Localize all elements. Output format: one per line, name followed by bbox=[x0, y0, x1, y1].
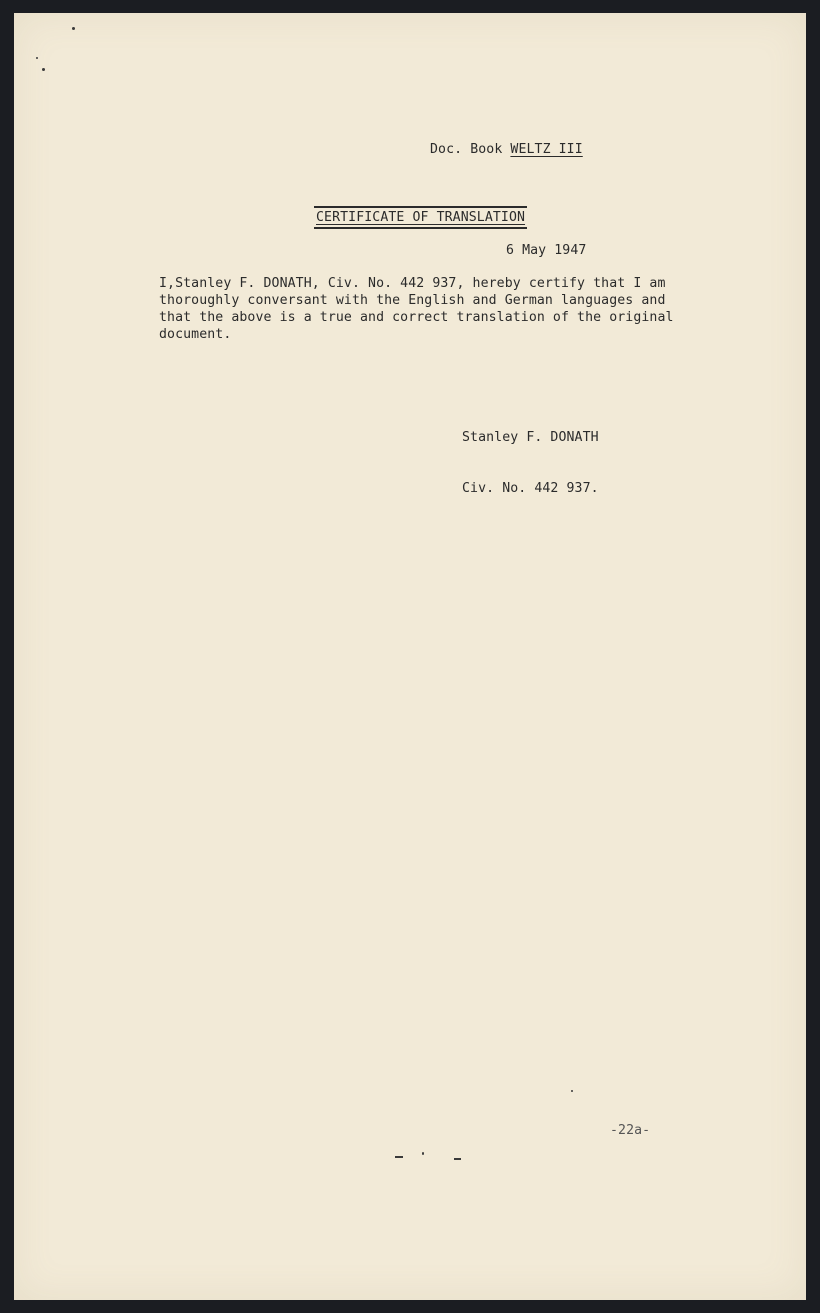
body-line: thoroughly conversant with the English and German languages and bbox=[159, 293, 666, 308]
signer-civ-number: Civ. No. 442 937. bbox=[462, 481, 599, 496]
page-number: -22a- bbox=[610, 1123, 651, 1138]
paper-speck bbox=[36, 57, 38, 59]
doc-ref-prefix: Doc. Book bbox=[430, 142, 511, 157]
signature-block bbox=[462, 395, 599, 531]
body-line: that the above is a true and correct translation of the original bbox=[159, 310, 674, 325]
document-reference bbox=[430, 141, 583, 158]
paper-speck bbox=[42, 68, 45, 71]
paper-speck bbox=[72, 27, 75, 30]
body-line: I,Stanley F. DONATH, Civ. No. 442 937, hereby certify that I am bbox=[159, 276, 666, 291]
paper-speck bbox=[571, 1090, 573, 1092]
certificate-body bbox=[159, 275, 699, 343]
paper-mark bbox=[454, 1158, 461, 1160]
certificate-title: CERTIFICATE OF TRANSLATION bbox=[314, 206, 527, 229]
paper-mark bbox=[395, 1156, 403, 1158]
body-line: document. bbox=[159, 327, 232, 342]
document-page bbox=[14, 13, 806, 1300]
certificate-date: 6 May 1947 bbox=[506, 243, 587, 258]
signer-name: Stanley F. DONATH bbox=[462, 430, 599, 445]
paper-speck bbox=[422, 1152, 424, 1155]
doc-ref-book-title: WELTZ III bbox=[510, 142, 583, 157]
